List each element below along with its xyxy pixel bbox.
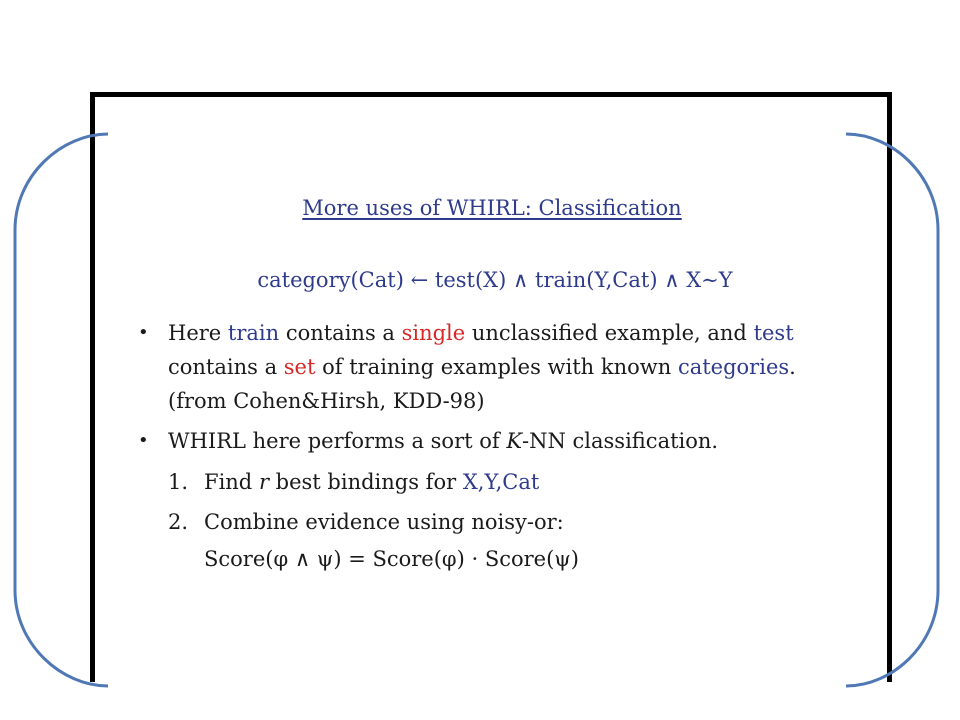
binding-variables: X,Y,Cat xyxy=(462,470,540,494)
numbered-item-2: 2. Combine evidence using noisy-or: xyxy=(168,510,564,534)
variable-k: K xyxy=(506,429,523,453)
bullet-item-knn: • WHIRL here performs a sort of K-NN classification. 1. Find r best bindings for X,Y,Cat 2. Combine evidence using noisy-or: Score(φ ∧ ψ) = Score(φ) · Score(ψ) xyxy=(138,424,838,576)
whirl-query-formula xyxy=(0,268,960,292)
keyword-set: set xyxy=(283,355,316,379)
formula-head: category(Cat) xyxy=(257,268,404,292)
bullet-item-train-test: • Here train contains a single unclassified example, and test contains a set of training examples with known categories. (from Cohen&Hirsh, KDD-98) xyxy=(138,316,838,418)
noisy-or-formula: Score(φ ∧ ψ) = Score(φ) · Score(ψ) xyxy=(204,547,579,571)
bullet-dot: • xyxy=(138,430,149,451)
citation: (from Cohen&Hirsh, KDD-98) xyxy=(168,389,485,413)
variable-r: r xyxy=(258,470,269,494)
keyword-single: single xyxy=(401,321,466,345)
bullet-list xyxy=(138,316,838,582)
keyword-test: test xyxy=(753,321,794,345)
numbered-list xyxy=(168,462,838,576)
keyword-train: train xyxy=(227,321,280,345)
bullet-dot: • xyxy=(138,322,149,343)
formula-arrow: ← xyxy=(410,268,429,292)
formula-body: test(X) ∧ train(Y,Cat) ∧ X∼Y xyxy=(434,268,733,292)
keyword-categories: categories xyxy=(677,355,790,379)
numbered-item-1: 1. Find r best bindings for X,Y,Cat xyxy=(168,470,540,494)
slide-title: More uses of WHIRL: Classification xyxy=(302,196,682,220)
